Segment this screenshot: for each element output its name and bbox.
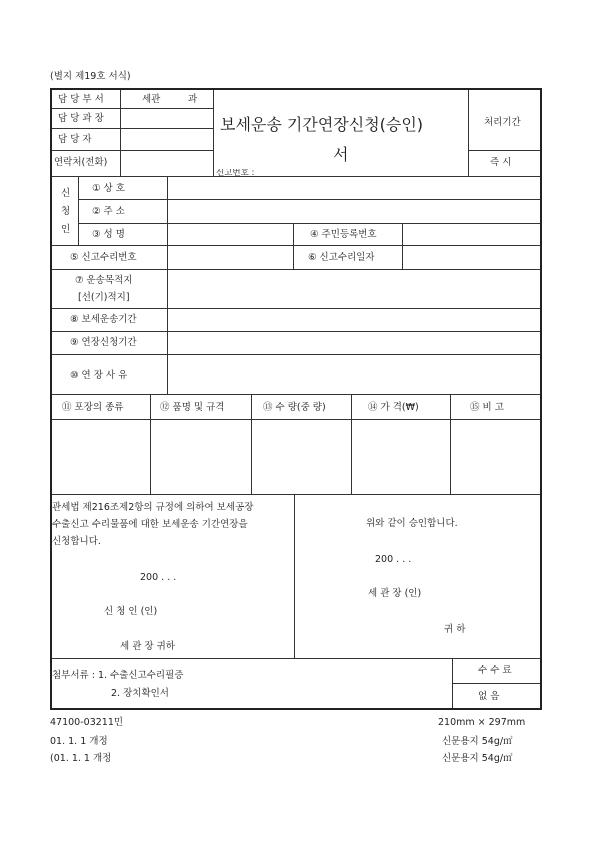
revision-1: 01. 1. 1 개정 [50,736,108,747]
processing-label: 처리기간 [484,117,521,128]
dept-value-suffix: 과 [188,94,198,105]
divider [52,494,540,495]
divider [52,128,213,129]
extension-period-label: ⑨ 연장신청기간 [70,337,137,348]
divider [52,150,213,151]
divider [450,394,451,494]
divider [150,394,151,494]
divider [294,494,295,658]
divider [402,223,403,269]
divider [78,199,540,200]
declaration-applicant: 신 청 인 (인) [104,606,158,617]
declaration-text-3: 신청합니다. [52,536,101,547]
divider [52,331,540,332]
declaration-text-1: 관세법 제216조제2항의 규정에 의하여 보세공장 [52,502,254,513]
fee-label: 수 수 료 [478,665,512,676]
goods-header-item: ⑫ 품명 및 규격 [160,402,225,413]
divider [468,150,540,151]
divider [52,108,213,109]
page-title: 보세운송 기간연장신청(승인) [220,115,424,134]
divider [452,683,540,684]
divider [52,308,540,309]
declaration-date: 200 . . . [140,572,177,583]
dept-value: 세관 [142,94,161,105]
approval-recipient: 귀 하 [444,624,466,635]
accept-number-label: ⑤ 신고수리번호 [70,252,137,263]
divider [52,658,540,659]
paper-type-2: 신문용지 54g/㎡ [442,753,513,764]
approval-text: 위와 같이 승인합니다. [366,518,458,529]
divider [78,176,79,245]
paper-size: 210mm × 297mm [438,717,526,728]
transport-period-label: ⑧ 보세운송기간 [70,314,137,325]
applicant-label-3: 인 [61,224,71,235]
applicant-label-2: 청 [61,206,71,217]
divider [251,394,252,494]
address-label: ② 주 소 [92,206,125,217]
divider [167,176,168,394]
divider [52,176,540,177]
accept-date-label: ⑥ 신고수리일자 [308,252,375,263]
person-label: 담 당 자 [58,134,92,145]
declaration-recipient: 세 관 장 귀하 [120,641,175,652]
declaration-text-2: 수출신고 수리물품에 대한 보세운송 기간연장을 [52,519,248,530]
approval-seal: 세 관 장 (인) [368,588,422,599]
goods-header-quantity: ⑬ 수 량(중 량) [263,402,326,413]
form-label: (별지 제19호 서식) [50,71,131,82]
divider [52,354,540,355]
page-title-line2: 서 [333,145,349,164]
extension-reason-label: ⑩ 연 장 사 유 [70,370,128,381]
applicant-label-1: 신 [61,188,71,199]
revision-2: (01. 1. 1 개정 [50,753,112,764]
goods-header-packing: ⑪ 포장의 종류 [62,402,124,413]
form-code: 47100-03211민 [50,717,124,728]
report-number-label: 신고번호 : [216,169,255,176]
divider [52,245,540,246]
divider [52,419,540,420]
dept-label: 담 당 부 서 [58,94,104,105]
divider [468,90,469,176]
approval-date: 200 . . . [375,554,412,565]
company-name-label: ① 상 호 [92,183,125,194]
divider [351,394,352,494]
divider [120,90,121,176]
contact-label: 연락처(전화) [54,157,108,168]
rep-name-label: ③ 성 명 [92,229,125,240]
processing-value: 즉 시 [490,157,512,168]
destination-label: ⑦ 운송목적지 [75,275,133,286]
chief-label: 담 당 과 장 [58,113,104,124]
fee-value: 없 음 [478,691,500,702]
divider [213,90,214,176]
divider [52,269,540,270]
attachments-line-2: 2. 장치확인서 [111,688,169,699]
divider [52,394,540,395]
attachments-line-1: 첨부서류 : 1. 수출신고수리필증 [52,670,184,681]
goods-header-remarks: ⑮ 비 고 [470,402,504,413]
divider [78,223,540,224]
divider [293,223,294,269]
reg-number-label: ④ 주민등록번호 [310,229,377,240]
goods-header-price: ⑭ 가 격(₩) [368,402,419,413]
paper-type-1: 신문용지 54g/㎡ [442,736,513,747]
destination-sub-label: [선(기)적지] [78,292,130,303]
